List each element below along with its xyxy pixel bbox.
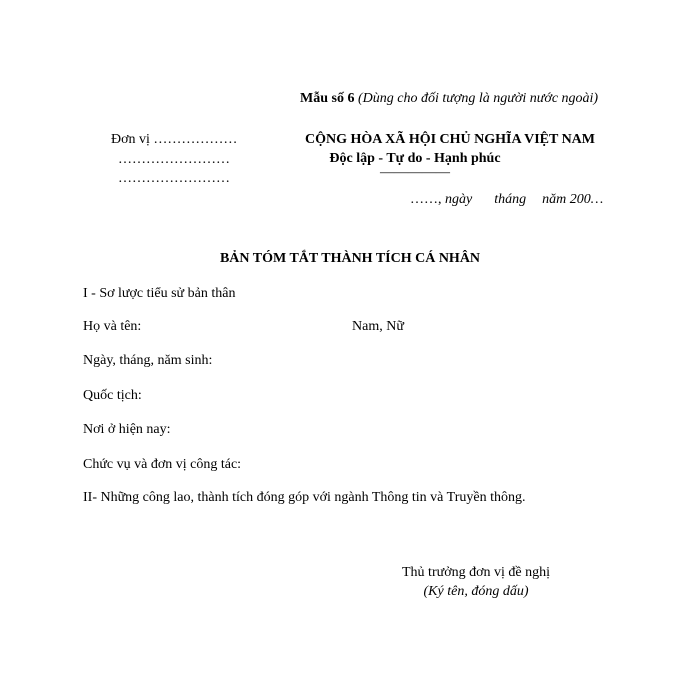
date-month: tháng bbox=[494, 192, 527, 207]
date-place: ……, bbox=[410, 192, 442, 207]
date-day: ngày bbox=[445, 192, 473, 207]
section-2-heading: II- Những công lao, thành tích đóng góp với ngành Thông tin và Truyền thông. bbox=[83, 490, 526, 505]
country-name: CỘNG HÒA XÃ HỘI CHỦ NGHĨA VIỆT NAM bbox=[304, 132, 595, 147]
document-title: BẢN TÓM TẮT THÀNH TÍCH CÁ NHÂN bbox=[219, 251, 481, 266]
national-motto: Độc lập - Tự do - Hạnh phúc bbox=[329, 151, 501, 166]
unit-line-1: Đơn vị ……………… bbox=[111, 132, 238, 147]
position-label: Chức vụ và đơn vị công tác: bbox=[83, 457, 242, 472]
date-line bbox=[410, 193, 603, 207]
full-name-label: Họ và tên: bbox=[83, 319, 142, 334]
residence-label: Nơi ở hiện nay: bbox=[83, 422, 171, 437]
unit-line-2: …………………… bbox=[118, 152, 230, 167]
signature-title: Thủ trưởng đơn vị đề nghị bbox=[402, 565, 550, 580]
section-1-heading: I - Sơ lược tiểu sử bản thân bbox=[83, 286, 236, 301]
form-number-line bbox=[300, 92, 598, 106]
unit-line-3: …………………… bbox=[118, 171, 230, 186]
nationality-label: Quốc tịch: bbox=[83, 388, 142, 403]
signature-note: (Ký tên, đóng dấu) bbox=[423, 584, 529, 599]
form-number-label: Mẫu số 6 bbox=[300, 91, 355, 106]
form-number-note: (Dùng cho đối tượng là người nước ngoài) bbox=[357, 91, 599, 106]
gender-label: Nam, Nữ bbox=[352, 319, 404, 334]
header-rule: ————— bbox=[380, 165, 450, 180]
dob-label: Ngày, tháng, năm sinh: bbox=[83, 353, 213, 368]
date-year: năm 200… bbox=[542, 192, 604, 207]
